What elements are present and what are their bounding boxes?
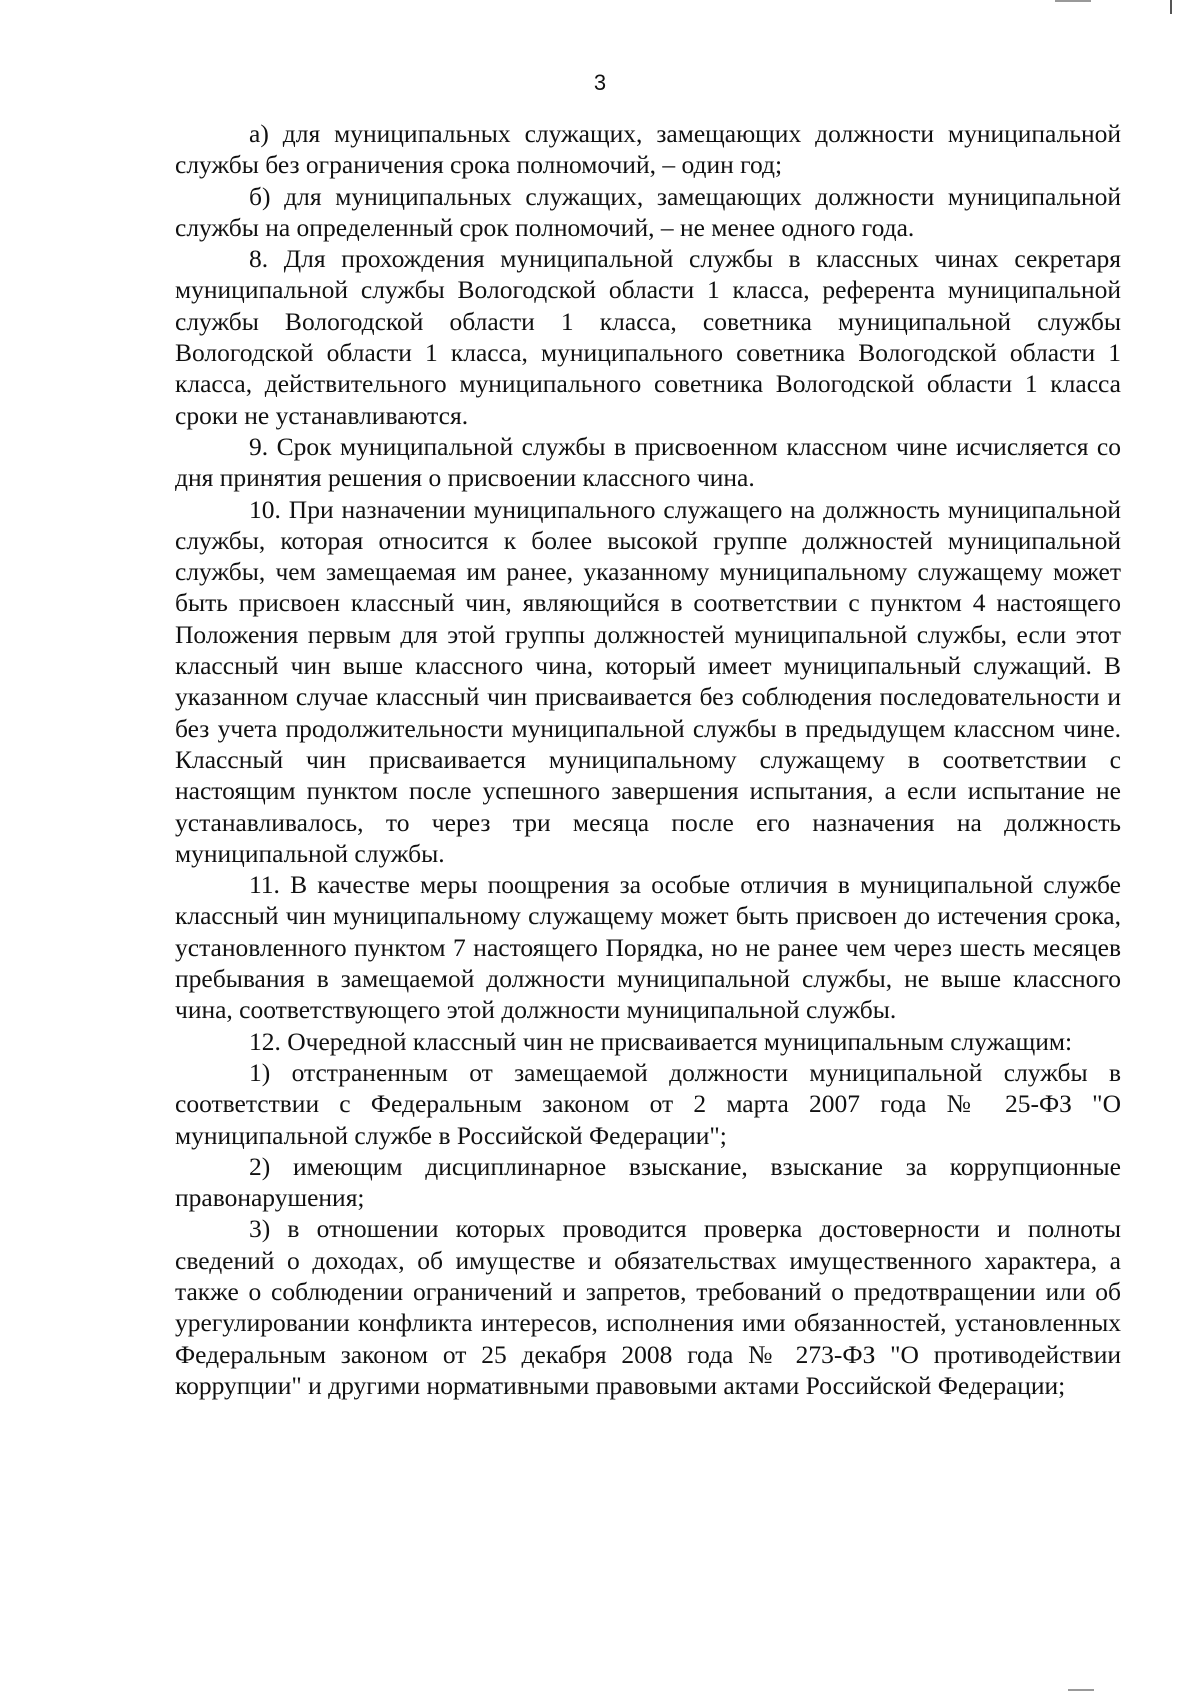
paragraph-clause-12: 12. Очередной классный чин не присваивается муниципальным служащим: — [249, 1026, 1073, 1056]
paragraph-clause-11: 11. В качестве меры поощрения за особые отличия в муниципальной службе классный чин муниципальному служащему может быть присвоен до истечения срока, установленного пунктом 7 настоящего Порядка, но не ранее чем через шесть месяцев пребывания в замещаемой должности муниципальной службы, не выше классного чина, соответствующего этой должности муниципальной службы. — [175, 870, 1121, 1025]
paragraph-subitem-3: 3) в отношении которых проводится проверка достоверности и полноты сведений о доходах, об имуществе и обязательствах имущественного характера, а также о соблюдении ограничений и запретов, требований о предотвращении или об урегулировании конфликта интересов, исполнения ими обязанностей, установленных Федеральным законом от 25 декабря 2008 года № 273-ФЗ "О противодействии коррупции" и другими нормативными правовыми актами Российской Федерации; — [175, 1214, 1121, 1400]
paragraph-subitem-1: 1) отстраненным от замещаемой должности муниципальной службы в соответствии с Федеральным законом от 2 марта 2007 года № 25-ФЗ "О муниципальной службе в Российской Федерации"; — [175, 1057, 1121, 1150]
paragraph-item-a: а) для муниципальных служащих, замещающих должности муниципальной службы без ограничения срока полномочий, – один год; — [175, 119, 1121, 180]
document-body — [175, 118, 1121, 1401]
scan-artifact — [1055, 0, 1091, 2]
paragraph-clause-10: 10. При назначении муниципального служащего на должность муниципальной службы, которая относится к более высокой группе должностей муниципальной службы, чем замещаемая им ранее, указанному муниципальному служащему может быть присвоен классный чин, являющийся в соответствии с пунктом 4 настоящего Положения первым для этой группы должностей муниципальной службы, если этот классный чин выше классного чина, который имеет муниципальный служащий. В указанном случае классный чин присваивается без соблюдения последовательности и без учета продолжительности муниципальной службы в предыдущем классном чине. Классный чин присваивается муниципальному служащему в соответствии с настоящим пунктом после успешного завершения испытания, а если испытание не устанавливалось, то через три месяца после его назначения на должность муниципальной службы. — [175, 494, 1121, 868]
scan-artifact — [1068, 1689, 1094, 1691]
paragraph-item-b: б) для муниципальных служащих, замещающих должности муниципальной службы на определенный срок полномочий, – не менее одного года. — [175, 181, 1121, 242]
page-number: 3 — [593, 70, 607, 95]
paragraph-clause-8: 8. Для прохождения муниципальной службы в классных чинах секретаря муниципальной службы Вологодской области 1 класса, референта муниципальной службы Вологодской области 1 класса, советника муниципальной службы Вологодской области 1 класса, муниципального советника Вологодской области 1 класса, действительного муниципального советника Вологодской области 1 класса сроки не устанавливаются. — [175, 244, 1121, 430]
paragraph-subitem-2: 2) имеющим дисциплинарное взыскание, взыскание за коррупционные правонарушения; — [175, 1151, 1121, 1213]
scan-artifact — [1170, 0, 1172, 14]
paragraph-clause-9: 9. Срок муниципальной службы в присвоенном классном чине исчисляется со дня принятия решения о присвоении классного чина. — [175, 431, 1121, 493]
